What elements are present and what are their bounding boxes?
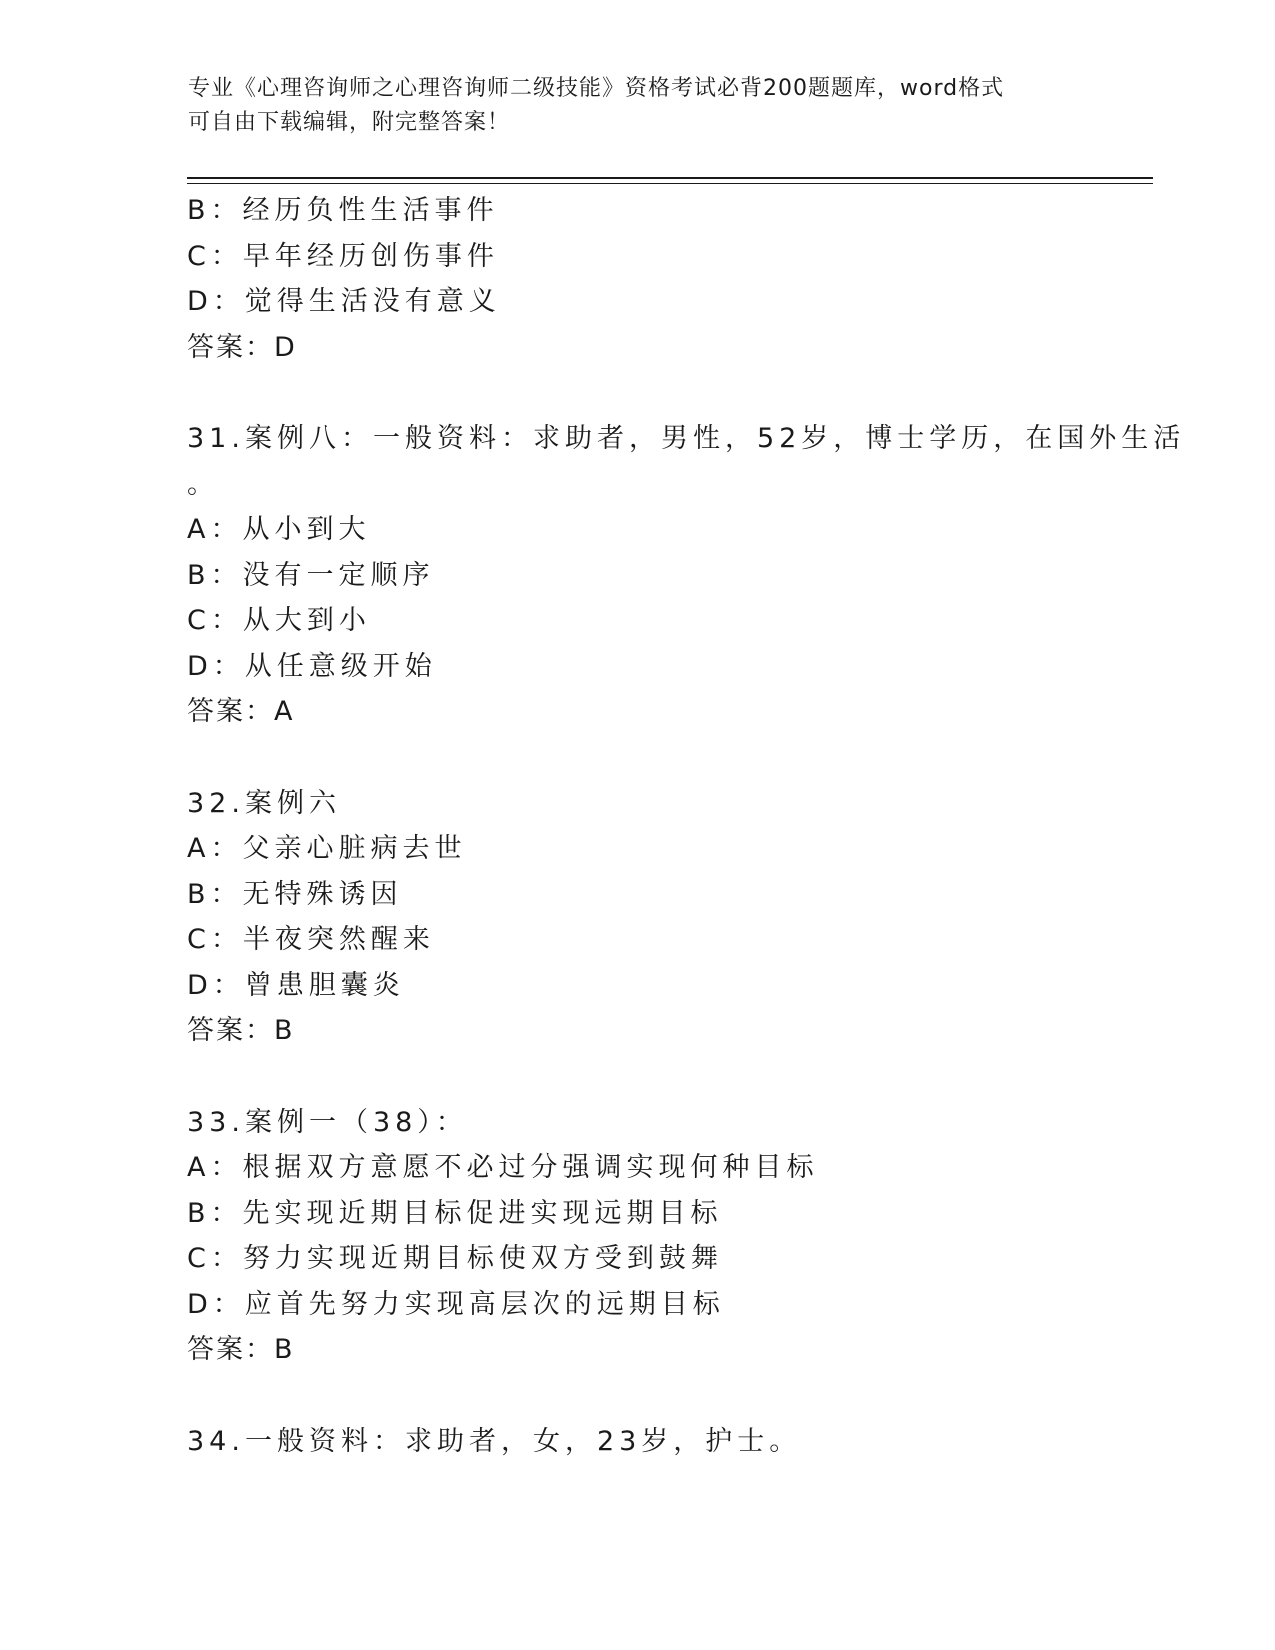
answer-line: 答案：B (187, 1015, 295, 1046)
header-line-1: 专业《心理咨询师之心理咨询师二级技能》资格考试必背200题题库，word格式 (188, 76, 1005, 101)
question-list (187, 188, 1186, 1464)
option-d: D：从任意级开始 (187, 650, 437, 682)
option-b: B：无特殊诱因 (187, 878, 403, 910)
answer-line: 答案：B (187, 1334, 295, 1365)
option-c: C：半夜突然醒来 (187, 924, 435, 955)
option-d: D：应首先努力实现高层次的远期目标 (187, 1288, 725, 1320)
option-c: C：努力实现近期目标使双方受到鼓舞 (187, 1243, 723, 1274)
option-c: C：早年经历创伤事件 (187, 240, 499, 272)
answer-line: 答案：A (187, 696, 295, 727)
option-d: D：觉得生活没有意义 (187, 286, 501, 317)
option-c: C：从大到小 (187, 605, 371, 636)
question-stem-continuation: 。 (187, 468, 214, 500)
option-d: D：曾患胆囊炎 (187, 969, 405, 1001)
option-b: B：先实现近期目标促进实现远期目标 (187, 1197, 723, 1229)
answer-line: 答案：D (187, 331, 297, 363)
question-stem: 31.案例八：一般资料：求助者，男性，52岁，博士学历，在国外生活 (187, 423, 1186, 454)
header-rule-thin (187, 183, 1153, 184)
header-rule-thick (187, 177, 1153, 179)
option-a: A：根据双方意愿不必过分强调实现何种目标 (187, 1152, 819, 1183)
option-b: B：没有一定顺序 (187, 559, 435, 591)
option-b: B：经历负性生活事件 (187, 195, 499, 226)
question-stem: 34.一般资料：求助者，女，23岁，护士。 (187, 1425, 802, 1457)
option-a: A：父亲心脏病去世 (187, 833, 467, 864)
question-stem: 32.案例六 (187, 787, 341, 819)
page-header (188, 72, 1088, 140)
question-stem: 33.案例一（38）： (187, 1106, 468, 1138)
option-a: A：从小到大 (187, 514, 371, 545)
header-line-2: 可自由下载编辑，附完整答案！ (188, 110, 511, 135)
